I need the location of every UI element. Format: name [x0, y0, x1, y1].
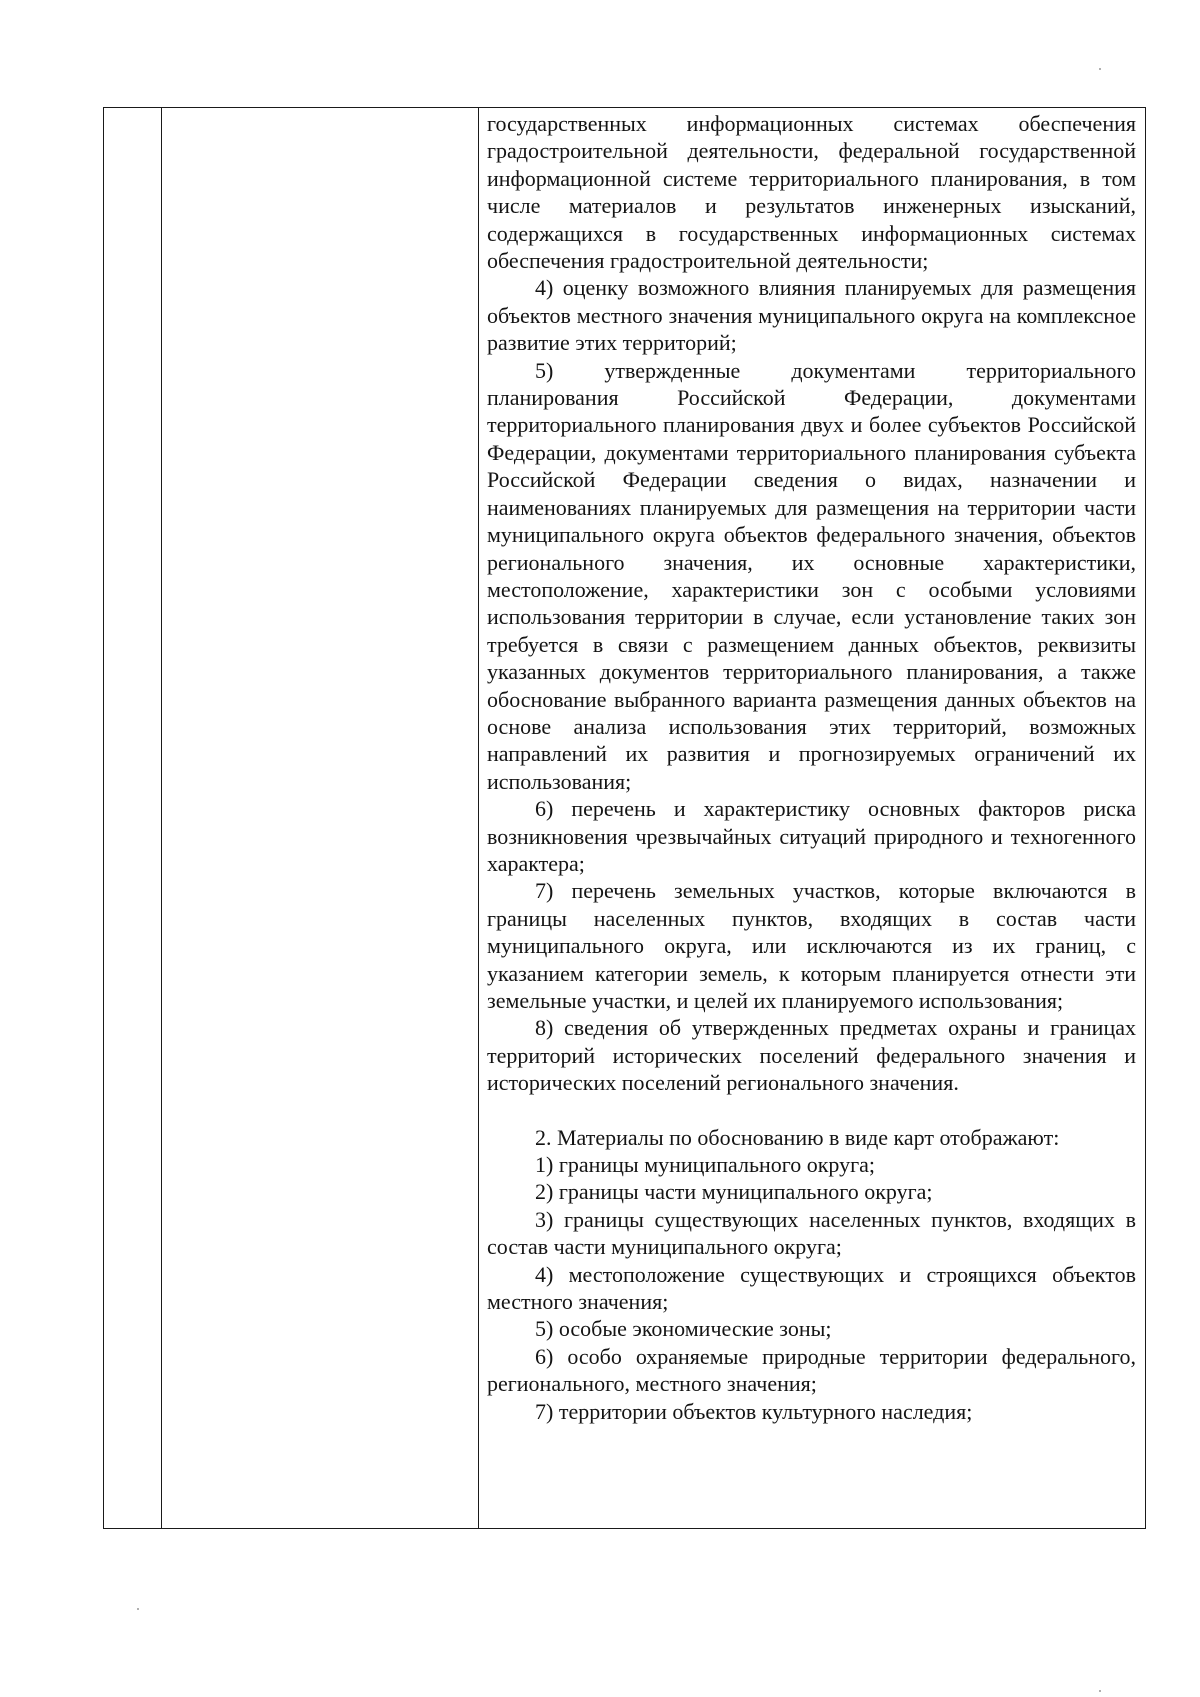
table-column-divider-1 — [161, 108, 162, 1528]
paragraph-spacer — [487, 1097, 1136, 1124]
paragraph-item-6: 6) перечень и характеристику основных факторов риска возникновения чрезвычайных ситуаций природного и техногенного характера; — [487, 796, 1136, 876]
map-item-5: 5) особые экономические зоны; — [535, 1316, 832, 1342]
map-item-2: 2) границы части муниципального округа; — [535, 1179, 933, 1205]
document-table — [103, 107, 1146, 1529]
paragraph-item-5: 5) утвержденные документами территориального планирования Российской Федерации, документами территориального планирования двух и более субъектов Российской Федерации, документами территориального планирования субъекта Российской Федерации сведения о видах, назначении и наименованиях планируемых для размещения на территории части муниципального округа объектов федерального значения, объектов регионального значения, их основные характеристики, местоположение, характеристики зон с особыми условиями использования территории в случае, если установление таких зон требуется в связи с размещением данных объектов, реквизиты указанных документов территориального планирования, а также обоснование выбранного варианта размещения данных объектов на основе анализа использования этих территорий, возможных направлений их развития и прогнозируемых ограничений их использования; — [487, 357, 1136, 794]
scan-speck — [1099, 1690, 1101, 1692]
scan-speck — [1099, 68, 1101, 70]
paragraph-item-8: 8) сведения об утвержденных предметах охраны и границах территорий исторических поселений федерального значения и исторических поселений регионального значения. — [487, 1015, 1136, 1096]
map-item-1: 1) границы муниципального округа; — [535, 1152, 876, 1178]
table-text-cell — [487, 110, 1136, 1425]
table-column-divider-2 — [478, 108, 479, 1528]
map-item-4: 4) местоположение существующих и строящихся объектов местного значения; — [487, 1261, 1136, 1315]
map-item-3: 3) границы существующих населенных пунктов, входящих в состав части муниципального округа; — [487, 1206, 1136, 1260]
map-item-6: 6) особо охраняемые природные территории федерального, регионального, местного значения; — [487, 1343, 1136, 1397]
paragraph-item-4: 4) оценку возможного влияния планируемых для размещения объектов местного значения муниципального округа на комплексное развитие этих территорий; — [487, 275, 1136, 356]
map-item-7: 7) территории объектов культурного наследия; — [535, 1398, 973, 1424]
scan-speck — [137, 1608, 139, 1610]
paragraph-continuation: государственных информационных системах обеспечения градостроительной деятельности, федеральной государственной информационной системе территориального планирования, в том числе материалов и результатов инженерных изысканий, содержащихся в государственных информационных системах обеспечения градостроительной деятельности; — [487, 111, 1136, 274]
paragraph-item-7: 7) перечень земельных участков, которые включаются в границы населенных пунктов, входящих в состав части муниципального округа, или исключаются из их границ, с указанием категории земель, к которым планируется отнести эти земельные участки, и целей их планируемого использования; — [487, 878, 1136, 1013]
section-2-heading: 2. Материалы по обоснованию в виде карт отображают: — [535, 1124, 1060, 1150]
